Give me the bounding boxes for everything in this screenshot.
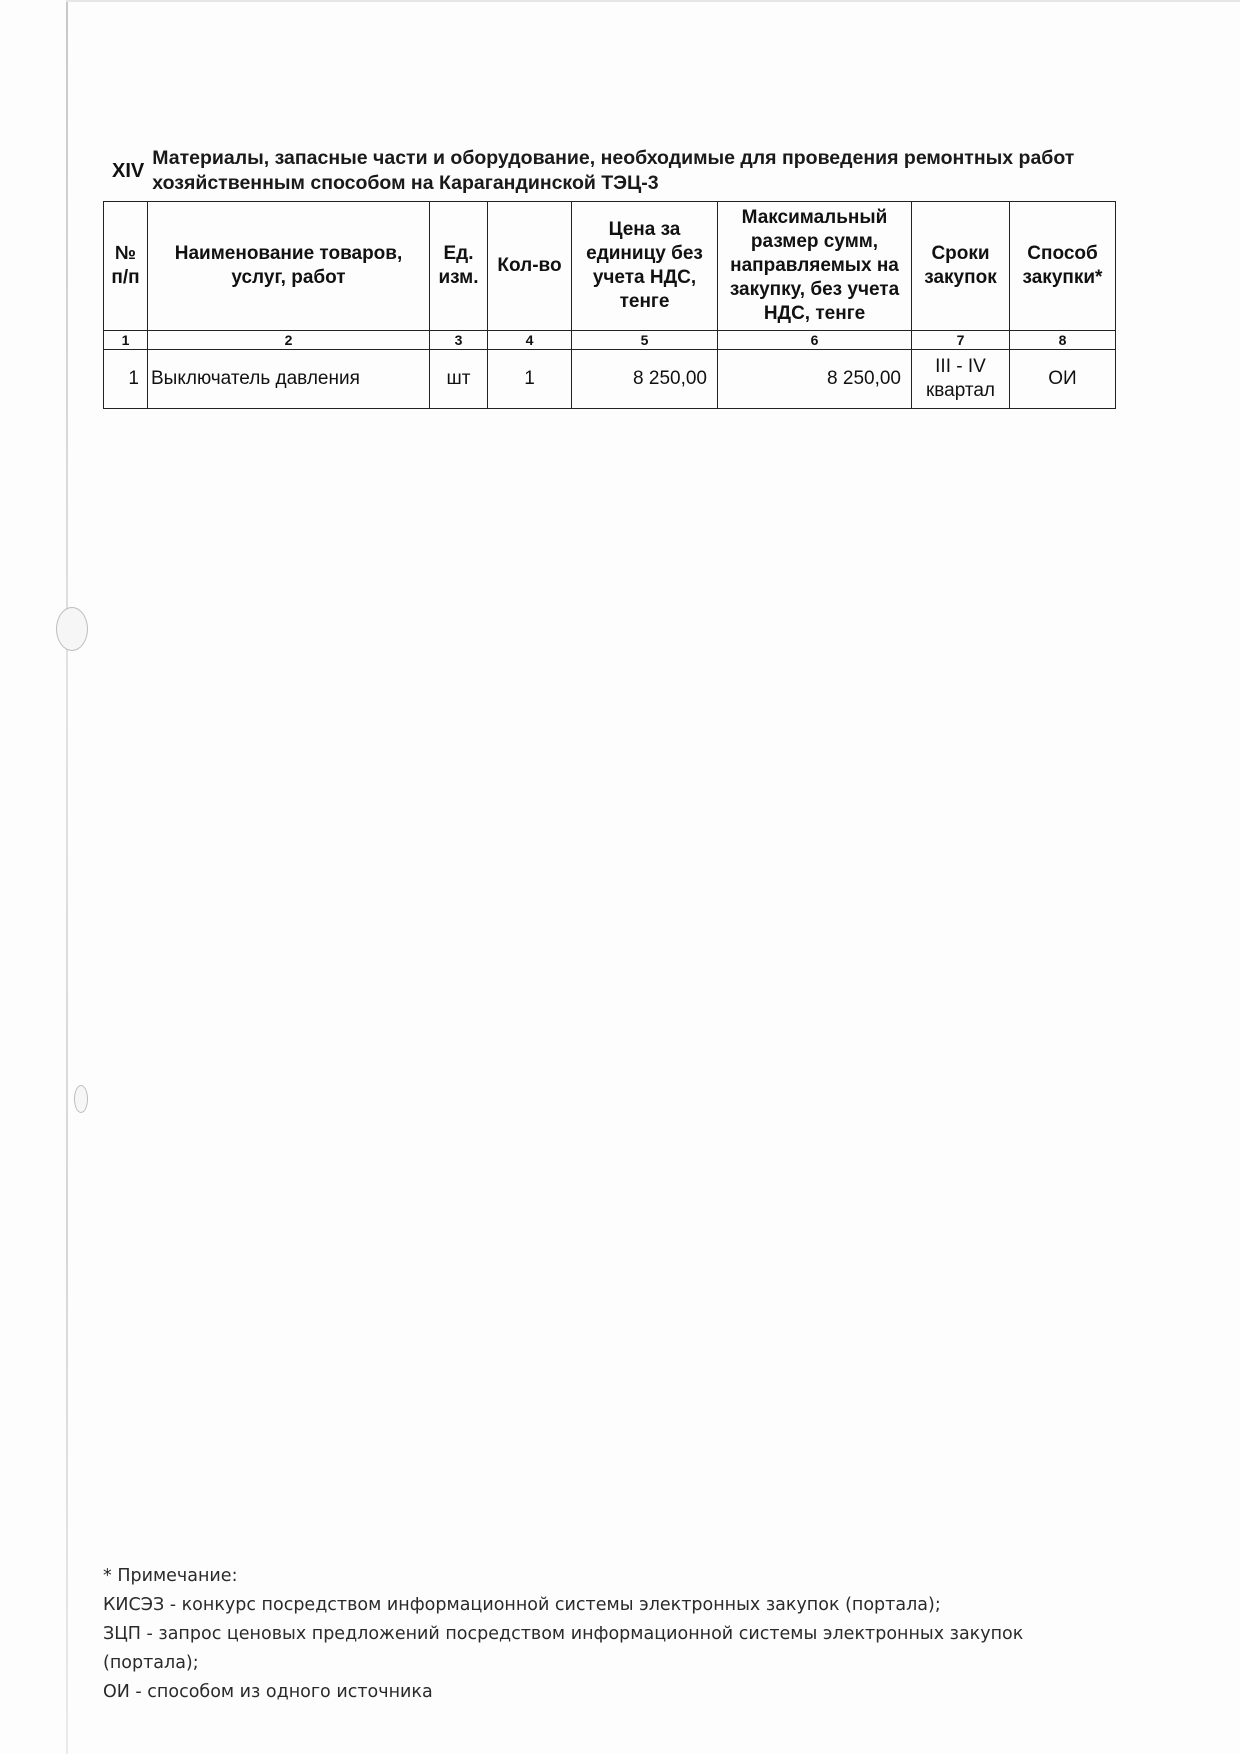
section-number: XIV [112, 159, 145, 182]
header-num: № п/п [104, 202, 148, 331]
row-unit: шт [430, 350, 488, 409]
procurement-table [103, 201, 1116, 409]
table-row [104, 350, 1116, 409]
header-qty: Кол-во [488, 202, 572, 331]
column-number: 5 [572, 331, 718, 350]
footnote [103, 1562, 1103, 1707]
column-number: 2 [148, 331, 430, 350]
column-number: 7 [912, 331, 1010, 350]
column-number: 8 [1010, 331, 1116, 350]
footnote-heading: * Примечание: [103, 1566, 238, 1586]
column-number: 3 [430, 331, 488, 350]
header-unit-price: Цена за единицу без учета НДС, тенге [572, 202, 718, 331]
header-method: Способ закупки* [1010, 202, 1116, 331]
header-max-amount: Максимальный размер сумм, направляемых на закупку, без учета НДС, тенге [718, 202, 912, 331]
header-period: Сроки закупок [912, 202, 1010, 331]
column-number-row [104, 331, 1116, 350]
row-qty: 1 [488, 350, 572, 409]
column-number: 1 [104, 331, 148, 350]
row-method: ОИ [1010, 350, 1116, 409]
table-header-row [104, 202, 1116, 331]
row-num: 1 [104, 350, 148, 409]
page-edge [66, 0, 68, 1754]
section-title [112, 146, 1122, 196]
row-period: III - IV квартал [912, 350, 1010, 409]
footnote-item: КИСЭЗ - конкурс посредством информационной системы электронных закупок (портала); [103, 1595, 941, 1615]
header-unit: Ед. изм. [430, 202, 488, 331]
row-name: Выключатель давления [148, 350, 430, 409]
header-name: Наименование товаров, услуг, работ [148, 202, 430, 331]
column-number: 6 [718, 331, 912, 350]
page-top-edge [66, 0, 1240, 2]
row-max-amount: 8 250,00 [718, 350, 912, 409]
column-number: 4 [488, 331, 572, 350]
section-heading: Материалы, запасные части и оборудование, необходимые для проведения ремонтных работ хозяйственным способом на Карагандинской ТЭЦ-3 [152, 147, 1075, 194]
punch-hole [56, 607, 88, 651]
punch-hole [74, 1085, 88, 1113]
row-unit-price: 8 250,00 [572, 350, 718, 409]
footnote-item: ОИ - способом из одного источника [103, 1682, 433, 1702]
footnote-item: ЗЦП - запрос ценовых предложений посредством информационной системы электронных закупок (портала); [103, 1624, 1024, 1673]
